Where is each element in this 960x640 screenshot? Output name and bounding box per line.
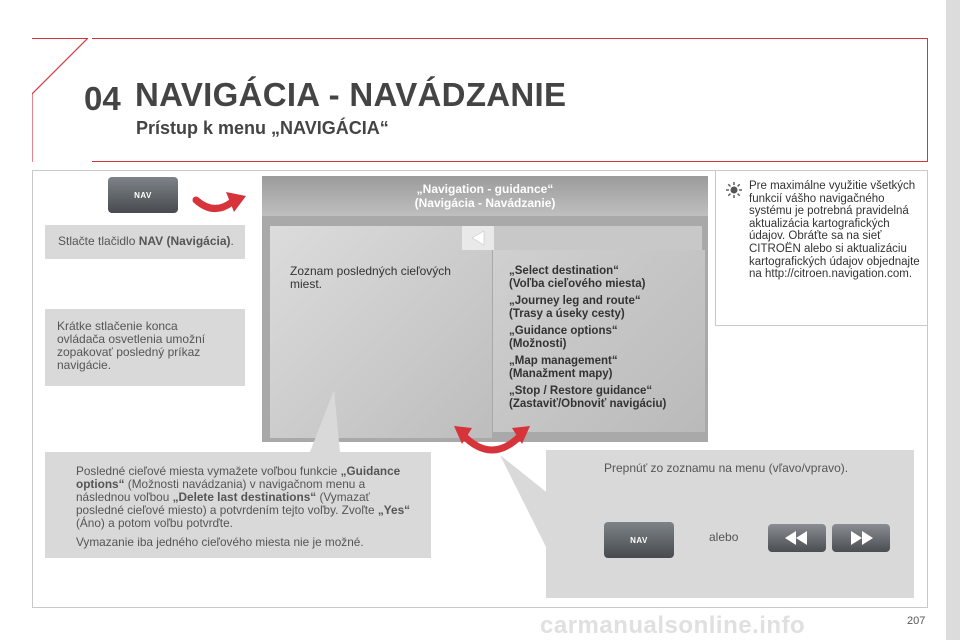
switch-arrows-icon (452, 418, 532, 458)
short-press-card (45, 309, 245, 386)
press-nav-card (45, 225, 245, 259)
press-nav-bold: NAV (Navigácia) (138, 234, 231, 248)
red-arrow-icon (192, 186, 248, 220)
page-edge-bar (946, 0, 960, 640)
navigation-menu-list (509, 265, 699, 415)
press-nav-text: Stlačte tlačidlo (58, 234, 139, 248)
nav-button-image-2 (604, 522, 674, 558)
fast-forward-icon (832, 524, 890, 552)
delete-destinations-card (45, 452, 431, 558)
callout-pointer-right (500, 455, 550, 555)
triangle-left-icon (462, 226, 494, 250)
menu-item-stop-restore[interactable]: „Stop / Restore guidance“ (Zastaviť/Obnoviť navigáciu) (509, 385, 667, 410)
delete-destinations-text: Posledné cieľové miesta vymažete voľbou funkcie „Guidance options“ (Možnosti navádzania) v navigačnom menu a následnou voľbou „Delete last destinations“ (Vymazať posledné cieľové miesto) a potvrdením tejto voľby. Zvoľte „Yes“ (Áno) a potom voľbu potvrďte. (76, 464, 411, 530)
screen-header-line1: „Navigation - guidance“ (416, 182, 554, 196)
page-subtitle: Prístup k menu „NAVIGÁCIA“ (136, 118, 389, 138)
nav-button-label: NAV (134, 190, 152, 200)
delete-single-note: Vymazanie iba jedného cieľového miesta nie je možné. (76, 535, 364, 549)
page-number: 207 (907, 615, 926, 627)
rewind-button-image (768, 524, 826, 552)
screen-header-line2: (Navigácia - Navádzanie) (414, 196, 556, 210)
or-text: alebo (709, 530, 739, 544)
menu-item-guidance-options[interactable]: „Guidance options“ (Možnosti) (509, 325, 618, 350)
callout-pointer-left (290, 390, 340, 452)
rewind-icon (768, 524, 826, 552)
info-text: Pre maximálne využitie všetkých funkcií vášho navigačného systému je potrebná pravidelná aktualizácia kartografických údajov. Obráťte sa na sieť CITROËN alebo si aktualizáciu kartografických údajov objednajte na http://citroen.navigation.com. (749, 180, 920, 281)
short-press-text: Krátke stlačenie konca ovládača osvetlenia umožní zopakovať posledný príkaz navigácie. (57, 319, 206, 372)
forward-button-image (832, 524, 890, 552)
sun-icon (725, 181, 743, 199)
recent-destinations-text: Zoznam posledných cieľových miest. (290, 264, 451, 291)
chapter-number: 04 (84, 80, 121, 117)
page-title: NAVIGÁCIA - NAVÁDZANIE (135, 76, 567, 113)
menu-item-journey-leg[interactable]: „Journey leg and route“ (Trasy a úseky cesty) (509, 295, 641, 320)
menu-item-select-destination[interactable]: „Select destination“ (Voľba cieľového miesta) (509, 265, 646, 290)
watermark: carmanualsonline.info (540, 612, 806, 639)
switch-list-text: Prepnúť zo zoznamu na menu (vľavo/vpravo). (604, 461, 849, 475)
screen-header (262, 176, 708, 216)
menu-tab (462, 226, 702, 250)
nav-button-label-2: NAV (630, 535, 648, 545)
press-nav-suffix: . (230, 234, 234, 248)
back-button[interactable] (462, 226, 494, 250)
menu-item-map-management[interactable]: „Map management“ (Manažment mapy) (509, 355, 618, 380)
header-corner-cut (32, 38, 92, 162)
nav-button-image (108, 177, 178, 213)
